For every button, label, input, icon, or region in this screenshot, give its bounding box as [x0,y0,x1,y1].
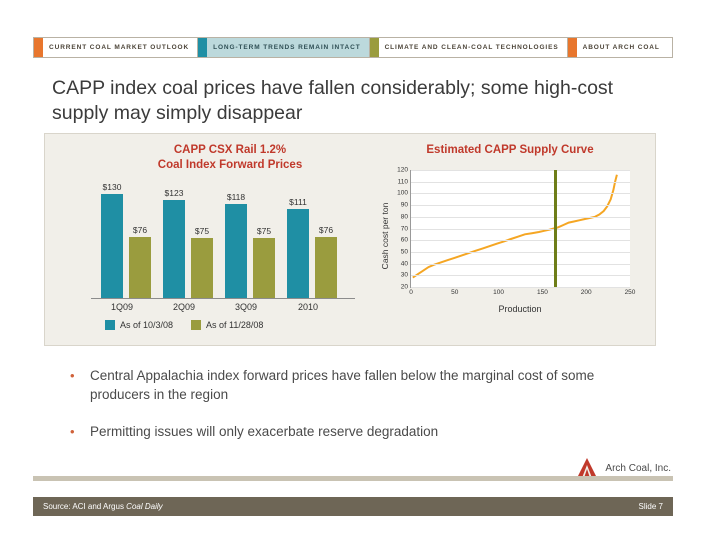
supply-chart-title: Estimated CAPP Supply Curve [426,144,594,156]
bar-chart-title-line2: Coal Index Forward Prices [157,159,303,171]
footer-source-publication: Coal Daily [126,502,163,511]
bar-chart-title-line1: CAPP CSX Rail 1.2% [173,144,287,156]
bar-group [223,178,279,298]
bar-value-label: $123 [164,187,184,198]
gridline [411,275,630,276]
charts-panel [44,133,656,346]
y-axis-tick-label: 100 [397,189,408,197]
x-axis-tick-label: 0 [409,289,413,296]
legend-item-teal [105,320,173,330]
y-axis-tick-label: 90 [400,201,408,209]
legend-swatch-icon [105,320,115,330]
bar [253,238,275,298]
gridline [411,240,630,241]
supply-chart [370,164,645,339]
x-axis-tick-label: 50 [451,289,459,296]
bar [129,237,151,298]
bar-value-label: $111 [289,197,307,208]
nav-item-label: ABOUT ARCH COAL [582,44,660,51]
nav-swatch-icon [34,38,43,57]
supply-chart-xlabel: Production [498,304,542,314]
slide-number: Slide 7 [638,502,663,511]
bar [225,204,247,298]
legend-item-olive [191,320,263,330]
legend-label: As of 11/28/08 [206,320,264,330]
bar-value-label: $76 [318,225,334,236]
nav-item-current-coal-market-outlook[interactable] [34,38,197,57]
x-axis-tick-label: 150 [536,289,548,296]
bar-category-label: 3Q09 [234,302,258,312]
bullet-text: Central Appalachia index forward prices have fallen below the marginal cost of some producers in the region [90,368,595,402]
nav-item-climate-and-clean-coal-technologies[interactable] [370,38,567,57]
nav-swatch-icon [198,38,207,57]
bullet-text: Permitting issues will only exacerbate reserve degradation [90,424,439,439]
list-item [70,366,630,404]
slide-title: CAPP index coal prices have fallen considerably; some high-cost supply may simply disappear [52,77,614,124]
y-axis-tick-label: 120 [397,166,408,174]
nav-item-label: CLIMATE AND CLEAN-COAL TECHNOLOGIES [384,44,559,51]
y-axis-tick-label: 60 [400,236,408,244]
nav-item-label: LONG-TERM TRENDS REMAIN INTACT [213,44,361,51]
footer-bar [33,497,673,516]
legend-swatch-icon [191,320,201,330]
nav-swatch-icon [370,38,379,57]
y-axis-tick-label: 50 [400,248,408,256]
bullet-marker-icon: • [70,368,75,383]
bar [163,200,185,298]
nav-swatch-icon [568,38,577,57]
gridline [411,287,630,288]
gridline [411,264,630,265]
y-axis-tick-label: 80 [400,213,408,221]
bar-value-label: $75 [256,226,272,236]
bar-value-label: $118 [226,191,246,202]
gridline [411,229,630,230]
footer-divider [33,476,673,481]
bar-group [285,178,341,298]
bar-group [161,178,217,298]
y-axis-tick-label: 40 [400,260,408,268]
gridline [411,182,630,183]
bar-value-label: $75 [194,226,210,236]
section-navbar[interactable] [33,37,673,58]
gridline [411,193,630,194]
gridline [411,217,630,218]
y-axis-tick-label: 110 [397,178,408,186]
bar-chart-legend [105,320,345,330]
nav-item-about-arch-coal[interactable] [568,38,668,57]
bar-category-label: 2010 [297,302,319,312]
gridline [411,170,630,171]
bar-value-label: $130 [102,182,122,192]
logo-text: Arch Coal, Inc. [605,462,671,474]
marker-vertical-line [554,170,557,287]
y-axis-tick-label: 20 [400,283,408,291]
bar [287,209,309,298]
bar-category-label: 2Q09 [172,302,196,312]
bar-category-label: 1Q09 [110,302,134,312]
x-axis-tick-label: 250 [624,289,636,296]
y-axis-tick-label: 70 [400,225,408,232]
gridline [411,252,630,253]
supply-chart-plot [397,166,636,296]
footer-source-prefix: Source: ACI and Argus [43,502,127,511]
bullet-marker-icon: • [70,424,75,439]
x-axis-tick-label: 200 [580,289,592,296]
list-item [70,422,630,441]
x-axis-tick-label: 100 [493,289,505,296]
nav-item-long-term-trends-remain-intact[interactable] [198,38,368,57]
bar-chart-axis [91,298,355,299]
bar [315,237,337,298]
bar-chart-category-labels [91,302,355,312]
bar [101,194,123,298]
nav-item-label: CURRENT COAL MARKET OUTLOOK [49,44,190,51]
legend-label: As of 10/3/08 [120,320,174,330]
bar-group [99,178,155,298]
bar-value-label: $76 [132,225,148,236]
gridline [411,205,630,206]
y-axis-tick-label: 30 [400,271,408,279]
bullet-list [70,366,630,459]
bar [191,238,213,298]
footer-source [43,502,163,511]
supply-chart-ylabel: Cash cost per ton [380,202,390,270]
bar-chart-plot [97,178,347,298]
bar-chart-title [105,143,355,173]
